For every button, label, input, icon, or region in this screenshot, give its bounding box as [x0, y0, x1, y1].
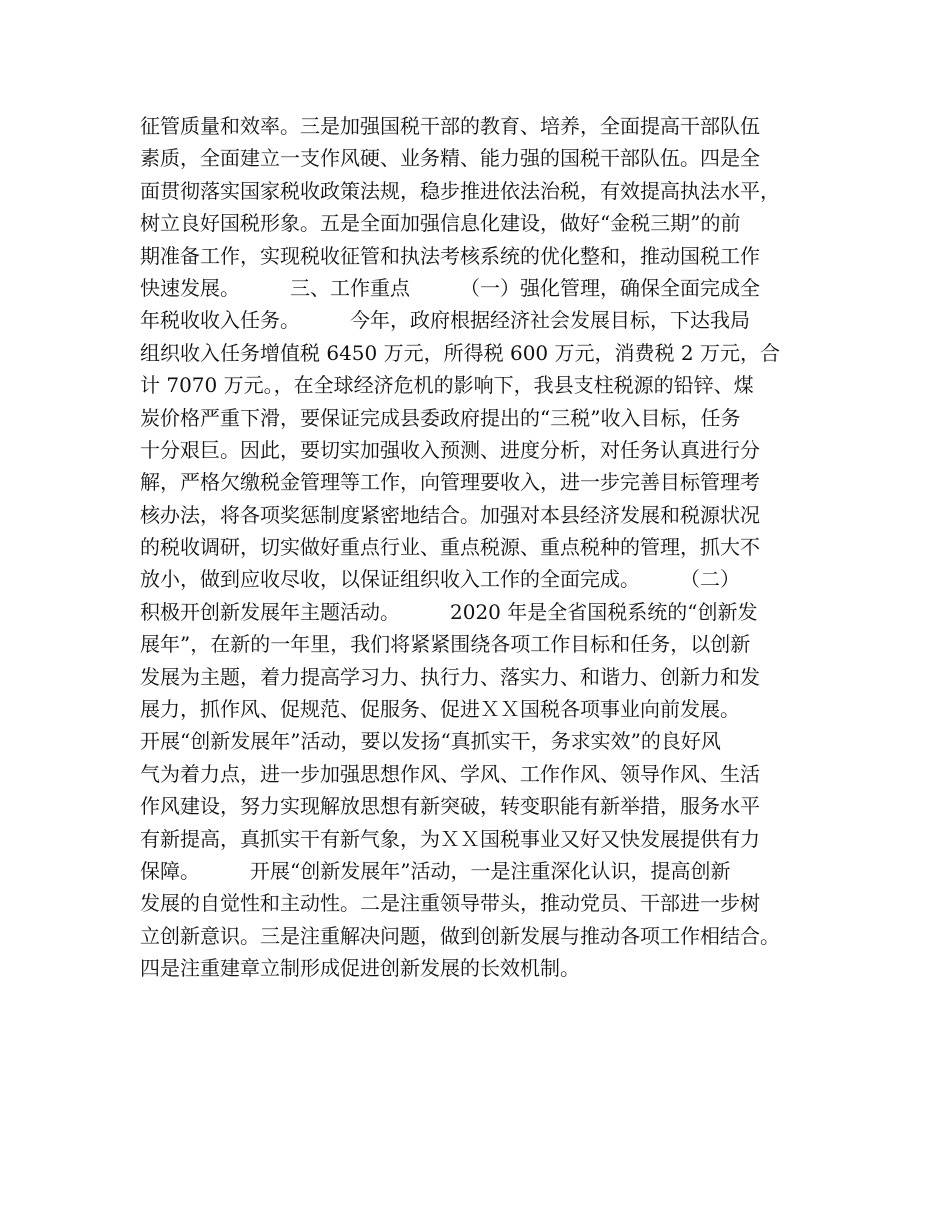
text-line: 气为着力点，进一步加强思想作风、学风、工作作风、领导作风、生活 [140, 761, 760, 786]
text-line: 面贯彻落实国家税收政策法规，稳步推进依法治税，有效提高执法水平， [140, 178, 780, 203]
text-line: 征管质量和效率。三是加强国税干部的教育、培养，全面提高干部队伍 [140, 114, 760, 138]
text-line: 年税收收入任务。 今年，政府根据经济社会发展目标，下达我局 [140, 308, 750, 333]
text-line: 发展为主题，着力提高学习力、执行力、落实力、和谐力、创新力和发 [140, 664, 760, 689]
text-line: 炭价格严重下滑，要保证完成县委政府提出的“三税”收入目标，任务 [140, 405, 741, 430]
text-line: 作风建设，努力实现解放思想有新突破，转变职能有新举措，服务水平 [140, 794, 760, 819]
text-line: 保障。 开展“创新发展年”活动，一是注重深化认识，提高创新 [140, 858, 731, 883]
text-line: 的税收调研，切实做好重点行业、重点税源、重点税种的管理，抓大不 [140, 535, 760, 560]
text-line: 计 7070 万元。，在全球经济危机的影响下，我县支柱税源的铅锌、煤 [140, 373, 754, 398]
text-line: 放小，做到应收尽收，以保证组织收入工作的全面完成。 （二） [140, 567, 740, 592]
text-line: 十分艰巨。因此，要切实加强收入预测、进度分析，对任务认真进行分 [140, 437, 760, 462]
body-text [140, 110, 840, 985]
text-line: 四是注重建章立制形成促进创新发展的长效机制。 [140, 956, 580, 981]
text-line: 展力，抓作风、促规范、促服务、促进ＸＸ国税各项事业向前发展。 [140, 697, 740, 722]
text-line: 积极开创新发展年主题活动。 2020 年是全省国税系统的“创新发 [140, 599, 758, 624]
text-line: 树立良好国税形象。五是全面加强信息化建设，做好“金税三期”的前 [140, 211, 741, 236]
text-line: 展年”，在新的一年里，我们将紧紧围绕各项工作目标和任务，以创新 [140, 632, 751, 657]
text-line: 有新提高，真抓实干有新气象，为ＸＸ国税事业又好又快发展提供有力 [140, 826, 760, 851]
text-line: 解，严格欠缴税金管理等工作，向管理要收入，进一步完善目标管理考 [140, 470, 760, 495]
text-line: 素质，全面建立一支作风硬、业务精、能力强的国税干部队伍。四是全 [140, 146, 760, 171]
text-line: 核办法，将各项奖惩制度紧密地结合。加强对本县经济发展和税源状况 [140, 502, 760, 527]
text-line: 发展的自觉性和主动性。二是注重领导带头，推动党员、干部进一步树 [140, 891, 760, 916]
text-line: 组织收入任务增值税 6450 万元，所得税 600 万元，消费税 2 万元，合 [140, 340, 780, 365]
text-line: 立创新意识。三是注重解决问题，做到创新发展与推动各项工作相结合。 [140, 923, 780, 948]
text-line: 期准备工作，实现税收征管和执法考核系统的优化整和，推动国税工作 [140, 243, 760, 268]
text-line: 开展“创新发展年”活动，要以发扬“真抓实干，务求实效”的良好风 [140, 729, 721, 754]
text-line: 快速发展。 三、工作重点 （一）强化管理，确保全面完成全 [140, 275, 760, 300]
